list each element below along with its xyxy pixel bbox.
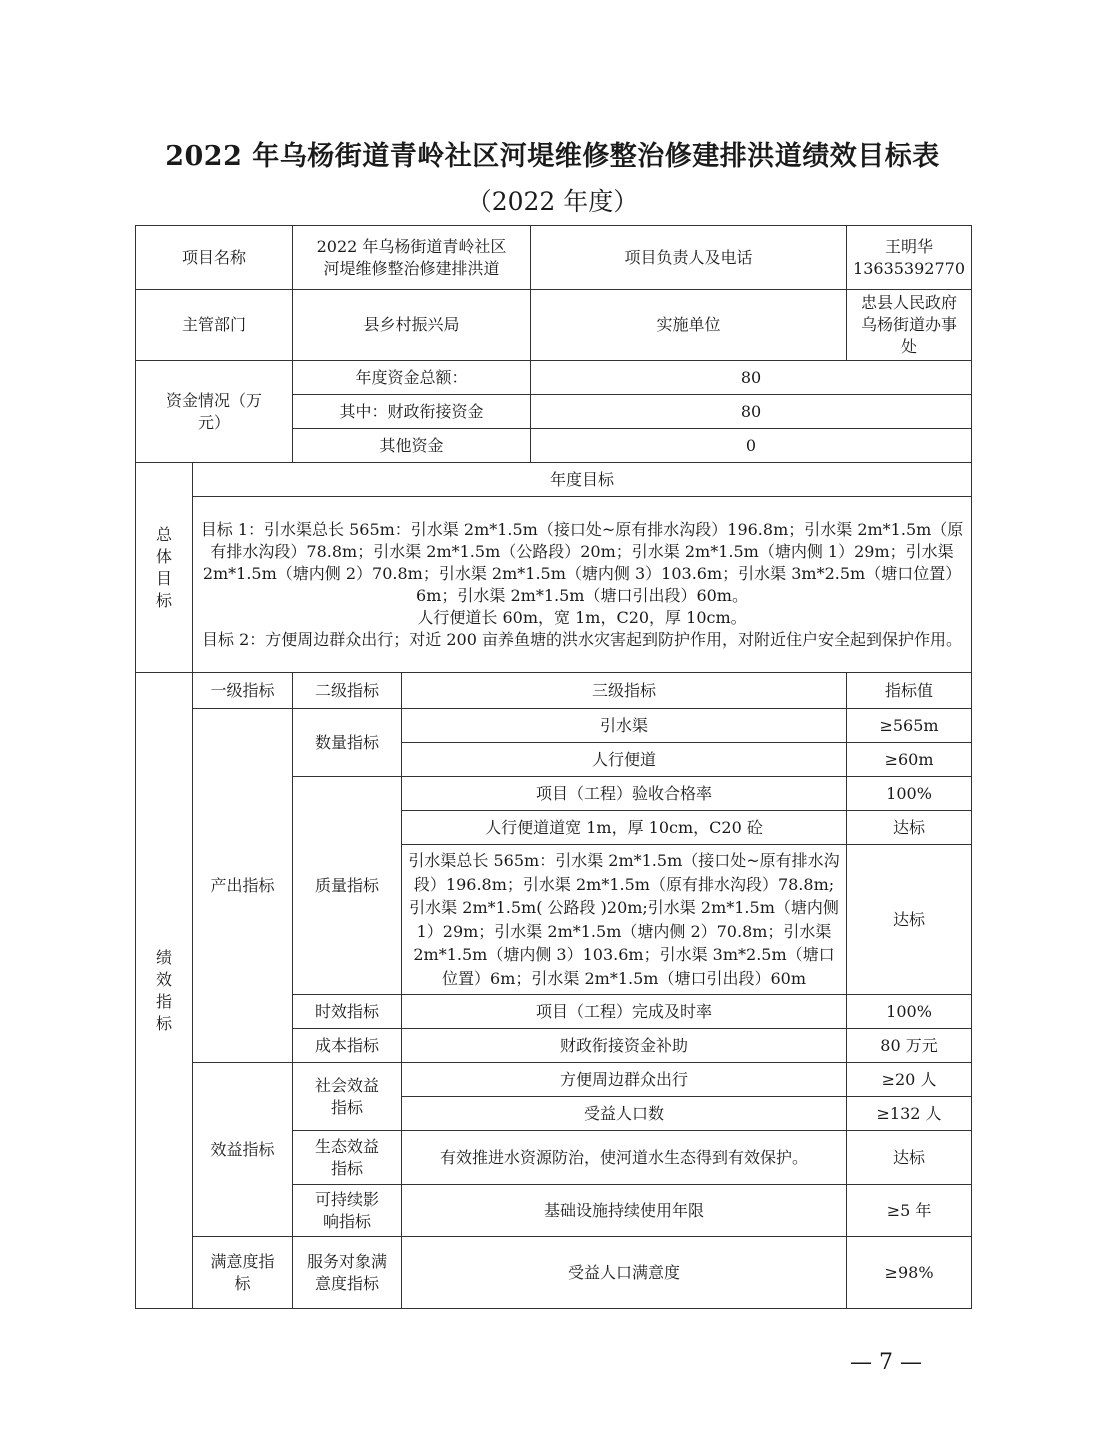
indicator-name: 人行便道道宽 1m，厚 10cm，C20 砼 [402,811,847,845]
indicator-value: ≥20 人 [847,1063,972,1097]
indicators-label: 绩效指标 [136,673,193,1309]
indicator-name: 人行便道 [402,743,847,777]
indicator-name: 引水渠 [402,709,847,743]
indicator-value: 100% [847,995,972,1029]
output-label: 产出指标 [193,709,293,1063]
table-row [136,709,972,743]
indicator-value: 达标 [847,811,972,845]
cost-label: 成本指标 [293,1029,402,1063]
indicator-name: 有效推进水资源防治，使河道水生态得到有效保护。 [402,1131,847,1185]
col-level3: 三级指标 [402,673,847,709]
quality-label: 质量指标 [293,777,402,995]
sustain-label: 可持续影响指标 [293,1185,402,1237]
funds-other-value: 0 [531,429,972,463]
quantity-label: 数量指标 [293,709,402,777]
dept-label: 主管部门 [136,290,293,361]
indicator-value: 达标 [847,1131,972,1185]
funds-label: 资金情况（万元） [136,361,293,463]
service-label: 服务对象满意度指标 [293,1237,402,1309]
funds-fiscal-value: 80 [531,395,972,429]
funds-total-value: 80 [531,361,972,395]
annual-goal-header-row [136,463,972,497]
satisfaction-label: 满意度指标 [193,1237,293,1309]
page-number: — 7 — [850,1350,922,1375]
col-level2: 二级指标 [293,673,402,709]
social-label: 社会效益指标 [293,1063,402,1131]
funds-other-label: 其他资金 [293,429,531,463]
col-level1: 一级指标 [193,673,293,709]
project-name-label: 项目名称 [136,226,293,290]
manager-label: 项目负责人及电话 [531,226,847,290]
col-value: 指标值 [847,673,972,709]
indicator-name: 受益人口满意度 [402,1237,847,1309]
goal-text-cell [193,497,972,673]
project-name-row [136,226,972,290]
funds-total-row [136,361,972,395]
benefit-label: 效益指标 [193,1063,293,1237]
page-subtitle: （2022 年度） [466,187,639,216]
table-row [136,1237,972,1309]
dept-value: 县乡村振兴局 [293,290,531,361]
page-title: 2022 年乌杨街道青岭社区河堤维修整治修建排洪道绩效目标表 [165,141,940,172]
goal-2-text: 目标 2：方便周边群众出行；对近 200 亩养鱼塘的洪水灾害起到防护作用，对附近住户安全起到保护作用。 [202,629,962,649]
impl-label: 实施单位 [531,290,847,361]
annual-goal-label: 年度目标 [193,463,972,497]
funds-fiscal-label: 其中：财政衔接资金 [293,395,531,429]
manager-value: 王明华 13635392770 [847,226,972,290]
indicator-value: 达标 [847,845,972,995]
indicator-name: 方便周边群众出行 [402,1063,847,1097]
indicator-name: 项目（工程）完成及时率 [402,995,847,1029]
timeliness-label: 时效指标 [293,995,402,1029]
indicator-value: ≥565m [847,709,972,743]
indicator-header-row [136,673,972,709]
department-row [136,290,972,361]
indicator-name: 基础设施持续使用年限 [402,1185,847,1237]
goal-1-text: 目标 1：引水渠总长 565m：引水渠 2m*1.5m（接口处~原有排水沟段）196.8m；引水渠 2m*1.5m（原有排水沟段）78.8m；引水渠 2m*1.5m（公路段）20m；引水渠 2m*1.5m（塘内侧 1）29m；引水渠 2m*1.5m（塘内侧 2）70.8m；引水渠 2m*1.5m（塘内侧 3）103.6m；引水渠 3m*2.5m（塘口位置）6m；引水渠 2m*1.5m（塘口引出段）60m。 [200,519,964,605]
funds-total-label: 年度资金总额： [293,361,531,395]
indicator-value: ≥60m [847,743,972,777]
table-row [136,1063,972,1097]
goal-text-row [136,497,972,673]
eco-label: 生态效益指标 [293,1131,402,1185]
indicator-name: 项目（工程）验收合格率 [402,777,847,811]
overall-goal-label: 总体目标 [136,463,193,673]
indicator-value: 80 万元 [847,1029,972,1063]
impl-value: 忠县人民政府乌杨街道办事处 [847,290,972,361]
indicator-value: ≥98% [847,1237,972,1309]
indicator-name: 引水渠总长 565m：引水渠 2m*1.5m（接口处~原有排水沟段）196.8m；引水渠 2m*1.5m（原有排水沟段）78.8m;引水渠 2m*1.5m( 公路段 )20m;引水渠 2m*1.5m（塘内侧 1）29m；引水渠 2m*1.5m（塘内侧 2）70.8m；引水渠 2m*1.5m（塘内侧 3）103.6m；引水渠 3m*2.5m（塘口位置）6m；引水渠 2m*1.5m（塘口引出段）60m [402,845,847,995]
indicator-value: 100% [847,777,972,811]
indicator-name: 财政衔接资金补助 [402,1029,847,1063]
indicator-name: 受益人口数 [402,1097,847,1131]
indicator-value: ≥5 年 [847,1185,972,1237]
goal-walkway-text: 人行便道长 60m，宽 1m，C20，厚 10cm。 [417,607,747,627]
performance-table [135,225,972,1309]
project-name-value: 2022 年乌杨街道青岭社区河堤维修整治修建排洪道 [293,226,531,290]
indicator-value: ≥132 人 [847,1097,972,1131]
